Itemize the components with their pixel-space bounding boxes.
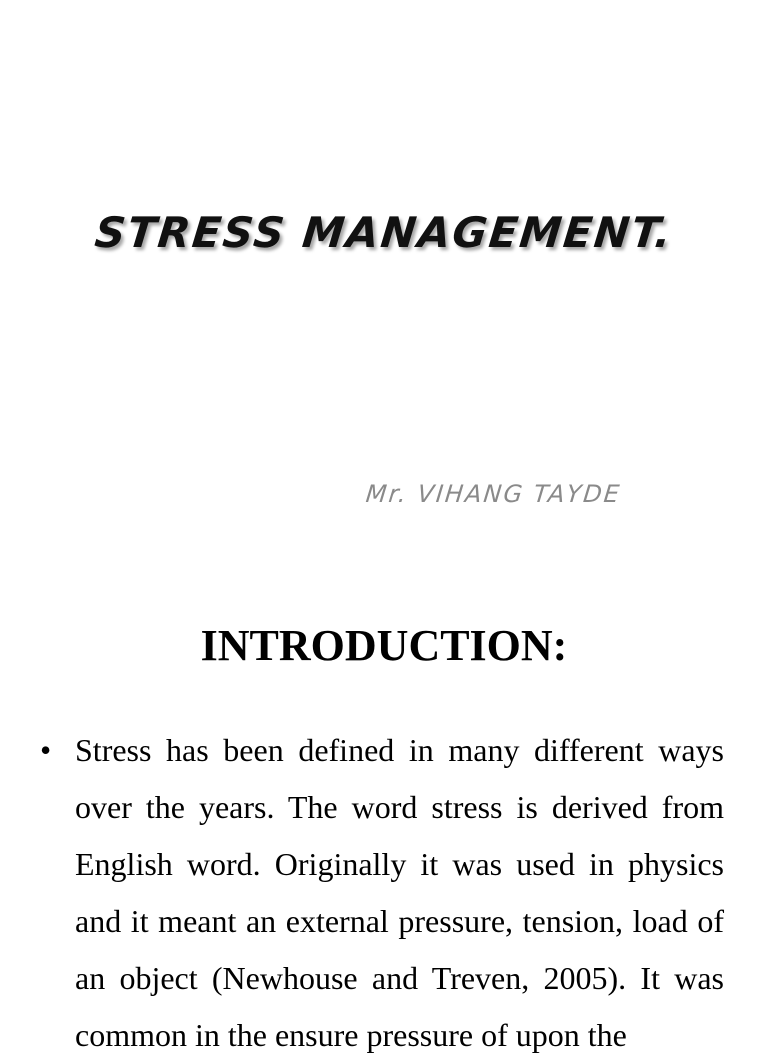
bullet-text: Stress has been defined in many different ways over the years. The word stress is derived from English word. Originally it was used in physics and it meant an external pressure, tension, load of an object (Newhouse and Treven, 2005). It was common in the ensure pressure of upon the xyxy=(75,732,724,1053)
section-heading: INTRODUCTION: xyxy=(200,621,568,670)
bullet-marker: • xyxy=(40,732,52,768)
slide-title: STRESS MANAGEMENT. xyxy=(92,208,676,257)
author-name: Mr. VIHANG TAYDE xyxy=(364,480,623,508)
list-item xyxy=(40,722,724,1064)
bullet-list xyxy=(40,722,724,1064)
